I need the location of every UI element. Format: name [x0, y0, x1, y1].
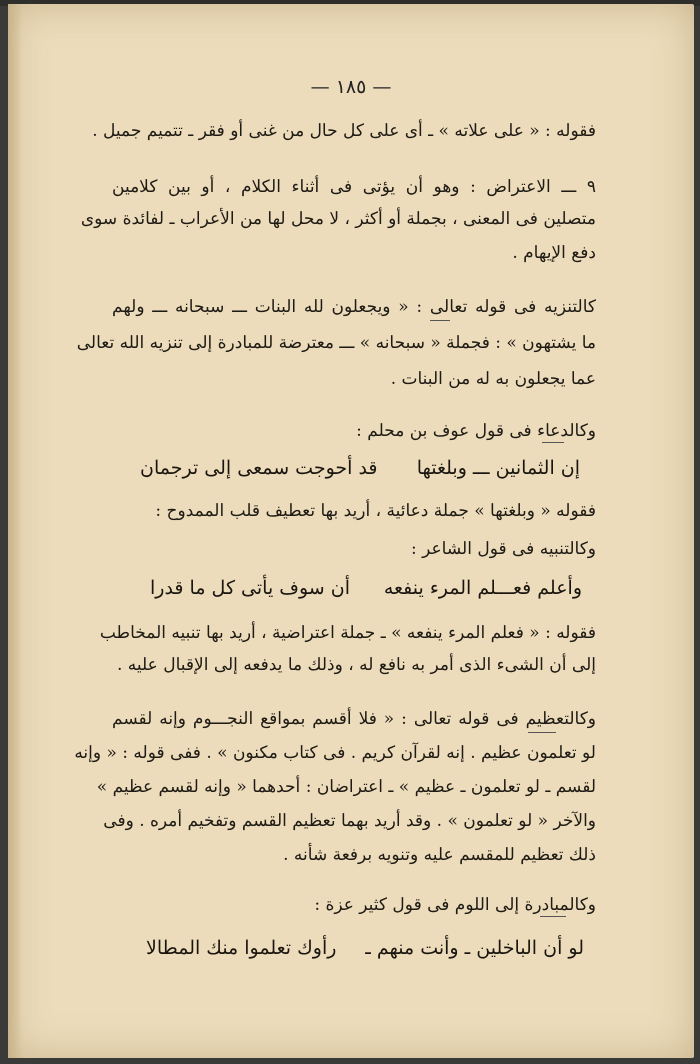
text-line: ذلك تعظيم للمقسم عليه وتنويه برفعة شأنه .: [283, 845, 596, 865]
verse-first-hemistich: لو أن الباخلين ـ وأنت منهم ـ: [365, 937, 584, 959]
text-line: فقوله « وبلغتها » جملة دعائية ، أريد بها تعطيف قلب الممدوح :: [155, 501, 596, 521]
underline-mark: [528, 732, 556, 733]
verse-first-hemistich: إن الثمانين ـــ وبلغتها: [416, 457, 580, 479]
text-line: كالتنزيه فى قوله تعالى : « ويجعلون لله البنات ـــ سبحانه ـــ ولهم: [112, 297, 596, 317]
text-line: عما يجعلون به له من البنات .: [390, 369, 596, 389]
page-number: — ١٨٥ —: [310, 76, 392, 98]
verse-second-hemistich: أن سوف يأتى كل ما قدرا: [150, 577, 350, 599]
underline-mark: [430, 320, 450, 321]
verse-second-hemistich: رأوك تعلموا منك المطالا: [146, 937, 337, 959]
text-line: متصلين فى المعنى ، بجملة أو أكثر ، لا محل لها من الأعراب ـ لفائدة سوى: [80, 209, 596, 229]
text-line: وكالتعظيم فى قوله تعالى : « فلا أقسم بمواقع النجـــوم وإنه لقسم: [112, 709, 596, 729]
text-line: وكالتنبيه فى قول الشاعر :: [411, 539, 596, 559]
underline-mark: [540, 916, 566, 917]
text-line: دفع الإيهام .: [512, 243, 596, 263]
text-line: والآخر « لو تعلمون » . وقد أريد بهما تعظيم القسم وتفخيم أمره . وفى: [103, 811, 596, 831]
text-line: لقسم ـ لو تعلمون ـ عظيم » ـ اعتراضان : أحدهما « وإنه لقسم عظيم »: [96, 777, 596, 797]
text-line: فقوله : « على علاته » ـ أى على كل حال من غنى أو فقر ـ تتميم جميل .: [92, 121, 596, 141]
text-line: وكالدعاء فى قول عوف بن محلم :: [356, 421, 596, 441]
text-line: ٩ ـــ الاعتراض : وهو أن يؤتى فى أثناء الكلام ، أو بين كلامين: [112, 177, 596, 197]
verse-second-hemistich: قد أحوجت سمعى إلى ترجمان: [140, 457, 378, 479]
text-line: لو تعلمون عظيم . إنه لقرآن كريم . فى كتاب مكنون » . ففى قوله : « وإنه: [74, 743, 596, 763]
text-line: وكالمبادرة إلى اللوم فى قول كثير عزة :: [314, 895, 596, 915]
text-line: ما يشتهون » : فجملة « سبحانه » ـــ معترضة للمبادرة إلى تنزيه الله تعالى: [76, 333, 596, 353]
verse-first-hemistich: وأعلم فعـــلم المرء ينفعه: [383, 577, 582, 599]
page-binding-shadow: [8, 4, 22, 1058]
text-line: إلى أن الشىء الذى أمر به نافع له ، وذلك ما يدفعه إلى الإقبال عليه .: [117, 655, 596, 675]
text-line: فقوله : « فعلم المرء ينفعه » ـ جملة اعتراضية ، أريد بها تنبيه المخاطب: [99, 623, 596, 643]
underline-mark: [542, 442, 564, 443]
